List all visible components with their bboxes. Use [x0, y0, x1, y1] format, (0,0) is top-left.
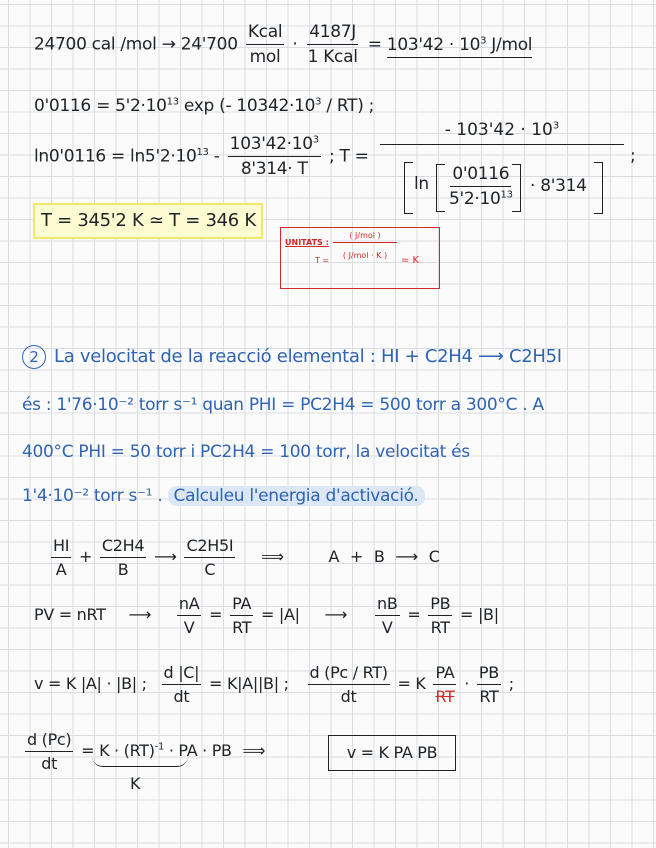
frac-num: [228, 134, 321, 157]
times-r: · 8'314: [530, 176, 587, 196]
semicolon: ;: [328, 146, 335, 167]
frac-den: dt: [41, 754, 58, 773]
frac-num: HI: [51, 536, 71, 558]
problem-line-3: [22, 442, 470, 462]
exp-arg-exp: 3: [315, 96, 322, 108]
exp-argument: (- 10342·10: [219, 96, 316, 116]
units-t: T =: [315, 256, 330, 265]
reaction-mapping: [48, 536, 440, 579]
t-big-fraction: [380, 120, 624, 145]
frac-den: V: [381, 618, 393, 637]
rate-expression: v = K |A| · |B| ;: [34, 674, 147, 693]
frac-num: PB: [477, 663, 501, 685]
hi-as-a: [51, 536, 71, 579]
pa-over-rt: [230, 594, 253, 637]
kcal-per-mol-fraction: [246, 22, 284, 67]
frac-num: Kcal: [246, 22, 284, 45]
equals-k: = K: [397, 674, 426, 693]
line-log-form: [34, 134, 369, 179]
dot: ·: [464, 674, 470, 693]
t-numerator: [380, 120, 624, 145]
line-arrhenius: [34, 96, 374, 116]
units-check-box: [280, 227, 440, 289]
rate-k-ab: = K|A||B| ;: [209, 674, 289, 693]
frac-num: 0'0116: [450, 164, 511, 187]
ideal-gas-line: [34, 594, 499, 637]
inner-den-exp: 13: [500, 189, 513, 201]
frac-den: [447, 187, 515, 209]
line-unit-conversion: [34, 22, 532, 67]
equals: =: [96, 96, 111, 116]
ln-k: ln0'0116: [34, 146, 106, 167]
ea-over-rt-fraction: [228, 134, 321, 179]
end-semicolon: ;: [630, 146, 636, 166]
arrow-icon: ⟶: [324, 605, 348, 624]
frac-num-value: 103'42·10: [229, 134, 313, 154]
frac-num: nB: [375, 594, 400, 616]
pb-over-rt: [477, 663, 501, 706]
equals: =: [81, 741, 95, 760]
c2h4-as-b: [100, 536, 146, 579]
frac-den: B: [117, 560, 129, 579]
frac-num: d |C|: [162, 663, 202, 685]
inner-fraction: [447, 164, 515, 209]
units-bot-den: mol · K: [353, 251, 382, 260]
right-bracket: [594, 162, 603, 214]
final-rate-law: v = K PA PB: [346, 743, 438, 762]
problem-line-2: [22, 395, 544, 415]
arrow-icon: ⟶: [154, 547, 177, 566]
c2h5i-as-c: [184, 536, 235, 579]
ln-a-exp: 13: [196, 146, 209, 158]
frac-num: 4187J: [307, 22, 358, 45]
frac-den: 1 Kcal: [307, 47, 358, 67]
dot: ·: [292, 34, 298, 55]
pv-nrt: PV = nRT: [34, 605, 106, 624]
arrow-icon: →: [161, 34, 176, 55]
pa-pb-term: · PA · PB: [168, 741, 232, 760]
result-value: 103'42 · 10: [386, 34, 481, 55]
frac-den: dt: [173, 687, 190, 706]
frac-num: PA: [433, 663, 456, 685]
frac-num: d (Pc / RT): [308, 663, 390, 685]
problem-text-1: La velocitat de la reacció elemental : HI + C2H4 ⟶ C2H5I: [54, 346, 562, 367]
na-over-v: [177, 594, 202, 637]
frac-den: mol: [249, 47, 281, 67]
frac-num: C2H5I: [184, 536, 235, 558]
conc-b: = |B|: [460, 605, 499, 624]
result-exp: 3: [480, 34, 487, 46]
implies-icon: ⟹: [261, 547, 284, 566]
problem-question: Calculeu l'energia d'activació.: [168, 486, 425, 506]
frac-den: RT: [479, 687, 499, 706]
pb-over-rt: [428, 594, 452, 637]
implies-icon: ⟹: [242, 741, 266, 760]
equals: =: [407, 605, 421, 624]
generic-reaction: A + B ⟶ C: [328, 547, 440, 566]
energy-cal: 24700 cal /mol: [34, 34, 157, 55]
ln-word: ln: [414, 174, 429, 194]
ln-a: ln5'2·10: [130, 146, 197, 167]
units-bottom: ( J/mol · K ): [342, 251, 388, 260]
temperature-result: T = 345'2 K ≃ T = 346 K: [41, 210, 256, 231]
joule-per-kcal-fraction: [306, 22, 360, 67]
k-label: K: [130, 774, 141, 793]
k-value: 0'0116: [34, 96, 91, 116]
frac-num-exp: 3: [312, 134, 319, 146]
problem-text-2: és : 1'76·10⁻² torr s⁻¹ quan PHI = PC2H4 = 500 torr a 300°C . A: [22, 395, 544, 415]
left-bracket: [404, 162, 413, 214]
inner-left-bracket: [436, 164, 445, 212]
t-num-exp: 3: [552, 120, 560, 132]
frac-den: RT: [430, 618, 450, 637]
frac-den: 8'314· T: [240, 159, 308, 179]
equals: =: [367, 34, 382, 55]
frac-num: PA: [230, 594, 253, 616]
units-top: ( J/mol ): [333, 231, 397, 243]
units-result: = K: [401, 255, 420, 266]
exp-word: exp: [183, 96, 215, 116]
arrow-icon: ⟶: [128, 605, 152, 624]
frac-den-cancelled: RT: [435, 687, 455, 706]
dpc-rt-dt: [308, 663, 390, 706]
result-highlight-box: [33, 203, 263, 239]
exp-tail: / RT) ;: [326, 96, 375, 116]
frac-den: A: [55, 560, 67, 579]
units-top-den: mol: [360, 231, 375, 240]
pre-exponential: 5'2·10: [115, 96, 167, 116]
frac-num: nA: [177, 594, 202, 616]
minus: -: [213, 146, 220, 167]
conc-a: = |A|: [261, 605, 300, 624]
equals: =: [209, 605, 223, 624]
frac-num: d (Pc): [25, 730, 73, 752]
frac-num: PB: [428, 594, 452, 616]
problem-text-3: 400°C PHI = 50 torr i PC2H4 = 100 torr, la velocitat és: [22, 442, 470, 462]
pa-over-rt: [433, 663, 456, 706]
energy-joule: [387, 35, 532, 58]
final-rate-box: [328, 735, 456, 771]
t-num-value: - 103'42 · 10: [444, 120, 553, 140]
problem-line-1: [22, 345, 562, 369]
result-unit: J/mol: [491, 34, 533, 55]
k-rt-value: K · (RT): [99, 741, 155, 760]
problem-line-4: [22, 486, 425, 506]
t-equals: T =: [339, 146, 369, 167]
frac-num: C2H4: [100, 536, 146, 558]
rate-law-line: [34, 663, 514, 706]
inner-den-value: 5'2·10: [449, 189, 501, 209]
dc-dt: [162, 663, 202, 706]
semicolon: ;: [508, 674, 514, 693]
inner-right-bracket: [512, 164, 521, 212]
frac-den: dt: [340, 687, 357, 706]
units-top-num: J: [355, 231, 358, 240]
pre-exp: 13: [166, 96, 179, 108]
frac-den: C: [204, 560, 216, 579]
units-bot-num: J: [348, 251, 351, 260]
dpc-dt: [25, 730, 73, 773]
problem-number: 2: [22, 345, 46, 369]
energy-kcal: 24'700: [180, 34, 238, 55]
units-fraction: [333, 231, 397, 260]
problem-text-4a: 1'4·10⁻² torr s⁻¹ .: [22, 486, 163, 506]
frac-den: RT: [232, 618, 252, 637]
equals: =: [110, 146, 125, 167]
k-rt-exp: -1: [154, 741, 165, 753]
plus: +: [78, 547, 93, 566]
units-label: UNITATS :: [285, 238, 329, 247]
frac-den: V: [183, 618, 195, 637]
underbrace: [92, 756, 188, 767]
nb-over-v: [375, 594, 400, 637]
